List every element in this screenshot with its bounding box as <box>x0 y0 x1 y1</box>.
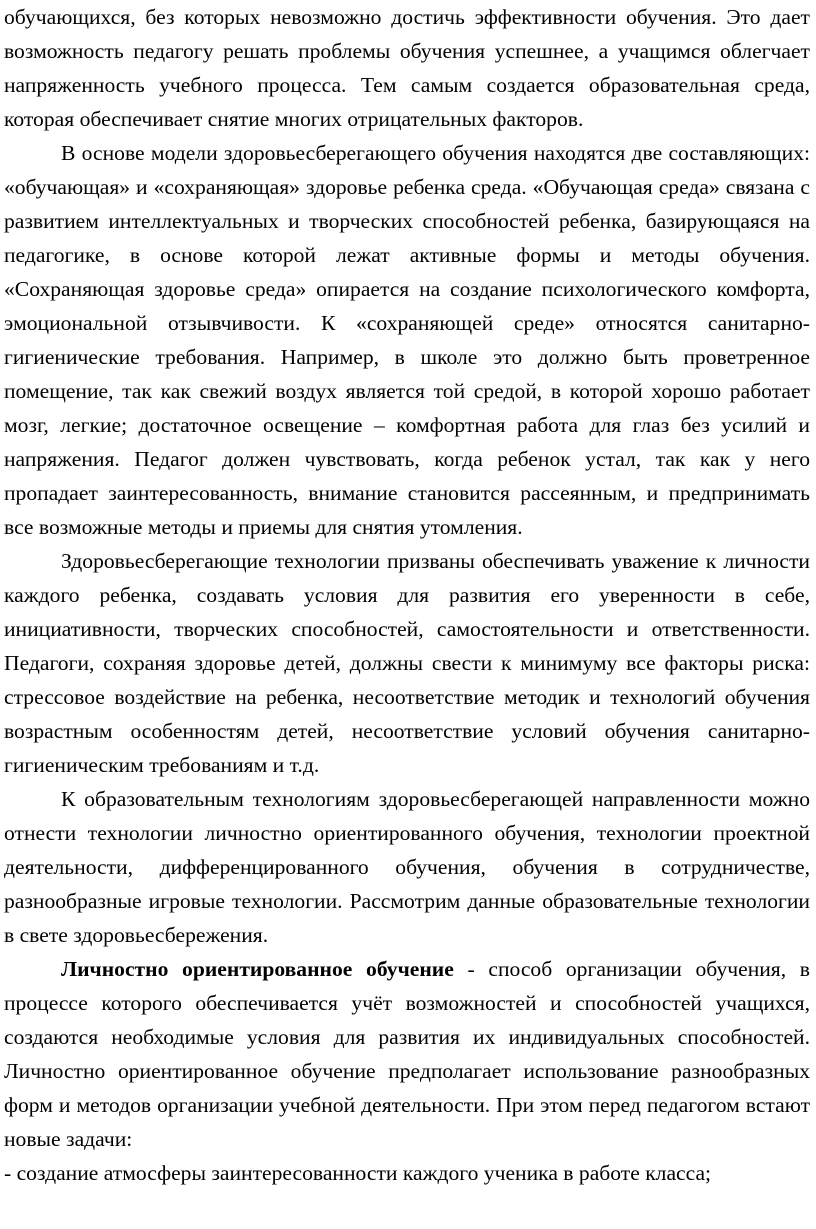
paragraph-5-text: - способ организации обучения, в процессе которого обеспечивается учёт возможностей и способностей учащихся, создаются необходимые условия для развития их индивидуальных способностей. Личностно ориентированное обучение предполагает использование разнообразных форм и методов организации учебной деятельности. При этом перед педагогом встают новые задачи: <box>4 957 811 1151</box>
list-item: - создание атмосферы заинтересованности каждого ученика в работе класса; <box>4 1161 712 1185</box>
paragraph-3: Здоровьесберегающие технологии призваны обеспечивать уважение к личности каждого ребенка, создавать условия для развития его уверенности в себе, инициативности, творческих способностей, самостоятельности и ответственности. Педагоги, сохраняя здоровье детей, должны свести к минимуму все факторы риска: стрессовое воздействие на ребенка, несоответствие методик и технологий обучения возрастным особенностям детей, несоответствие условий обучения санитарно-гигиеническим требованиям и т.д. <box>4 549 810 777</box>
paragraph-4: К образовательным технологиям здоровьесберегающей направленности можно отнести технологии личностно ориентированного обучения, технологии проектной деятельности, дифференцированного обучения, обучения в сотрудничестве, разнообразные игровые технологии. Рассмотрим данные образовательные технологии в свете здоровьесбережения. <box>4 787 810 947</box>
bold-term: Личностно ориентированное обучение <box>61 957 454 981</box>
paragraph-2: В основе модели здоровьесберегающего обучения находятся две составляющих: «обучающая» и «сохраняющая» здоровье ребенка среда. «Обучающая среда» связана с развитием интеллектуальных и творческих способностей ребенка, базирующаяся на педагогике, в основе которой лежат активные формы и методы обучения. «Сохраняющая здоровье среда» опирается на создание психологического комфорта, эмоциональной отзывчивости. К «сохраняющей среде» относятся санитарно-гигиенические требования. Например, в школе это должно быть проветренное помещение, так как свежий воздух является той средой, в которой хорошо работает мозг, легкие; достаточное освещение – комфортная работа для глаз без усилий и напряжения. Педагог должен чувствовать, когда ребенок устал, так как у него пропадает заинтересованность, внимание становится рассеянным, и предпринимать все возможные методы и приемы для снятия утомления. <box>4 141 810 539</box>
paragraph-5 <box>4 952 810 1156</box>
paragraph-1: обучающихся, без которых невозможно достичь эффективности обучения. Это дает возможность педагогу решать проблемы обучения успешнее, а учащимся облегчает напряженность учебного процесса. Тем самым создается образовательная среда, которая обеспечивает снятие многих отрицательных факторов. <box>4 5 810 131</box>
